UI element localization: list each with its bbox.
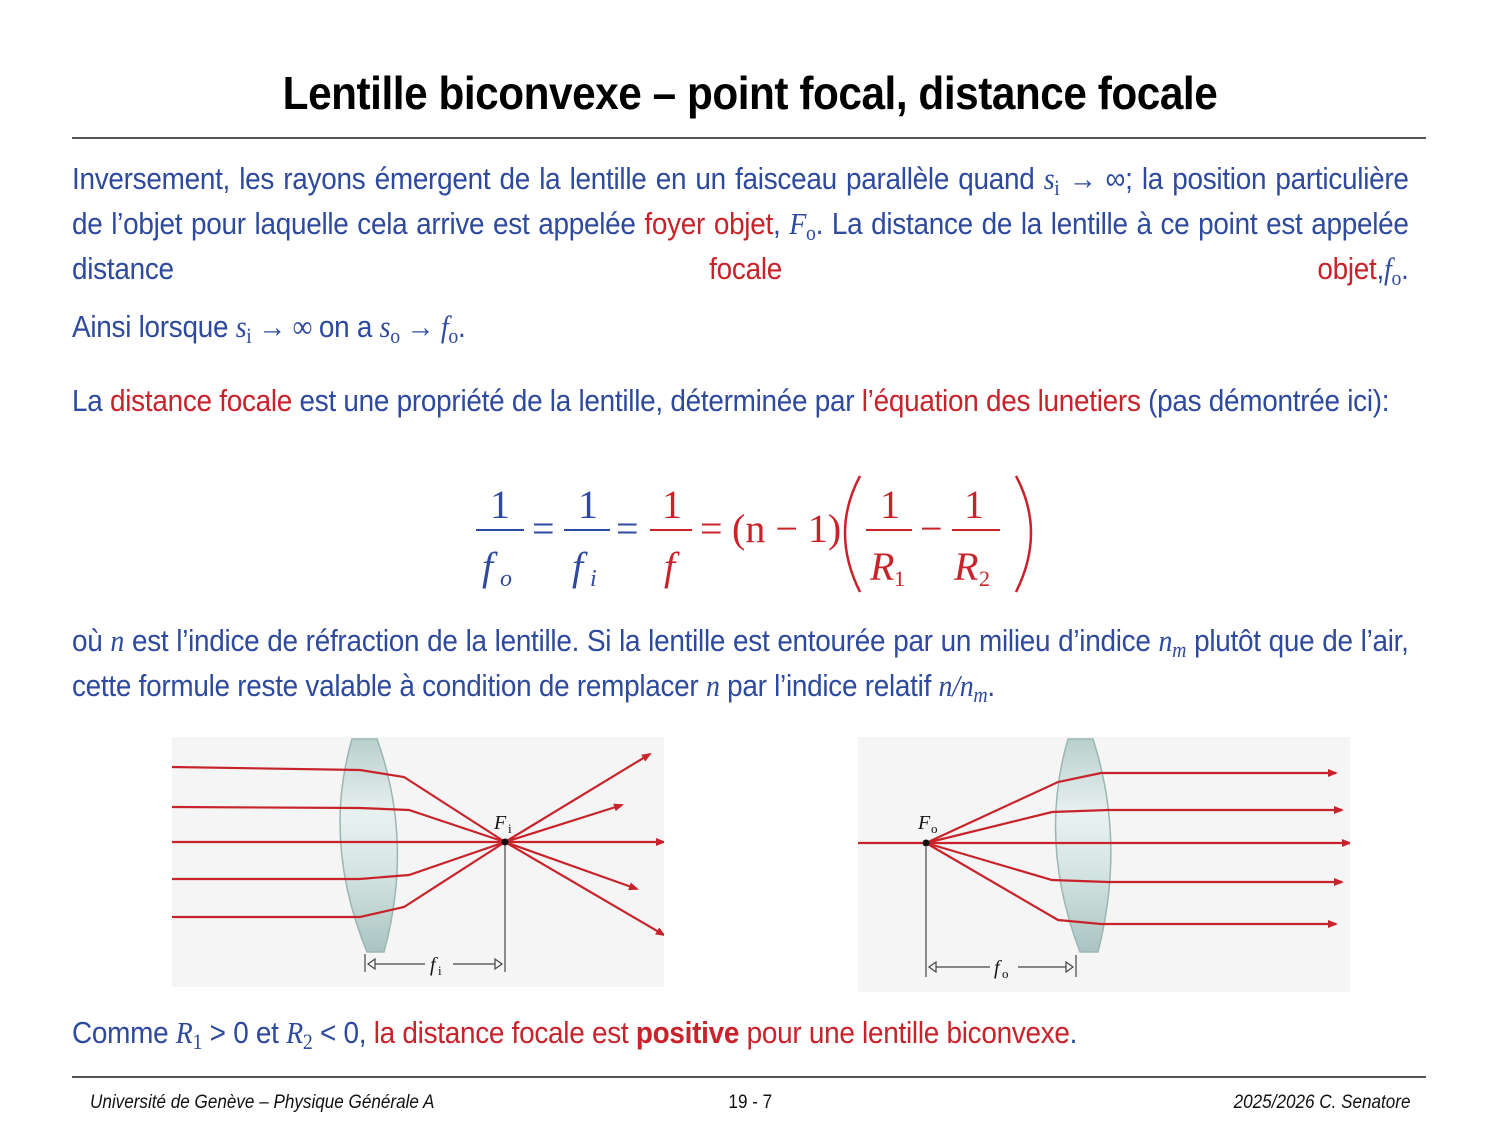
svg-text:o: o <box>1002 966 1009 981</box>
svg-text:F: F <box>494 812 507 834</box>
page-number: 19 - 7 <box>728 1092 773 1113</box>
svg-text:1: 1 <box>662 482 682 527</box>
svg-text:f: f <box>482 544 494 589</box>
svg-text:1: 1 <box>880 482 900 527</box>
paragraph-lensmaker: La distance focale est une propriété de la lentille, déterminée par l’équation des lunetiers (pas démontrée ici): <box>72 383 1390 418</box>
svg-text:R: R <box>870 544 895 589</box>
svg-text:i: i <box>508 821 512 836</box>
paragraph-conclusion: Comme $R_1 > 0$ et $R_2 < 0$, la distance focale est positive pour une lentille biconvexe. <box>72 1015 1078 1054</box>
svg-text:1: 1 <box>490 482 510 527</box>
footer-author: 2025/2026 C. Senatore <box>1233 1092 1410 1113</box>
svg-text:=: = <box>532 506 555 551</box>
paragraph-foyer-objet: Inversement, les rayons émergent de la lentille en un faisceau parallèle quand $s_i$ → ∞; la position particulière de l’objet pour laquelle cela arrive est appelée foyer objet, $F_o$. La distance de la lentille à ce point est appelée distance focale $objet,f_o$. <box>72 161 1409 290</box>
svg-text:=: = <box>616 506 639 551</box>
svg-text:f: f <box>994 957 1000 979</box>
title-divider <box>72 137 1426 139</box>
svg-text:o: o <box>931 821 938 836</box>
footer-divider <box>72 1076 1426 1078</box>
term-foyer-objet: foyer objet <box>644 206 773 241</box>
slide-title: Lentille biconvexe – point focal, distance focale <box>282 67 1218 119</box>
emphasis-positive: positive <box>635 1015 740 1050</box>
svg-text:f: f <box>572 544 584 589</box>
lensmaker-equation <box>468 470 1038 600</box>
svg-text:1: 1 <box>894 566 905 591</box>
svg-text:R: R <box>954 544 979 589</box>
term-focale-objet: focale objet <box>709 251 1377 286</box>
svg-text:1: 1 <box>964 482 984 527</box>
focal-point-fi <box>502 839 509 846</box>
svg-text:o: o <box>500 566 512 592</box>
svg-text:=: = <box>700 506 723 551</box>
diagram-image-focal-point <box>172 737 664 987</box>
paragraph-refraction-index: où n est l’indice de réfraction de la lentille. Si la lentille est entourée par un milieu d’indice $n_m$ plutôt que de l’air, cette formule reste valable à condition de remplacer n par l’indice relatif $n/n_m$. <box>72 623 1409 707</box>
svg-text:−: − <box>920 506 943 551</box>
svg-text:f: f <box>664 544 676 589</box>
svg-text:i: i <box>438 963 442 978</box>
svg-text:f: f <box>430 954 436 976</box>
paragraph-limit: Ainsi lorsque $s_i$ → ∞ on a $s_o \to f_o$. <box>72 309 466 348</box>
diagram-object-focal-point <box>858 737 1350 992</box>
svg-text:2: 2 <box>979 566 990 591</box>
svg-text:1: 1 <box>578 482 598 527</box>
svg-text:F: F <box>918 812 931 834</box>
svg-text:(n − 1): (n − 1) <box>732 506 842 551</box>
footer-institution: Université de Genève – Physique Générale A <box>90 1092 435 1113</box>
focal-point-fo <box>923 840 930 847</box>
svg-text:i: i <box>590 566 597 592</box>
